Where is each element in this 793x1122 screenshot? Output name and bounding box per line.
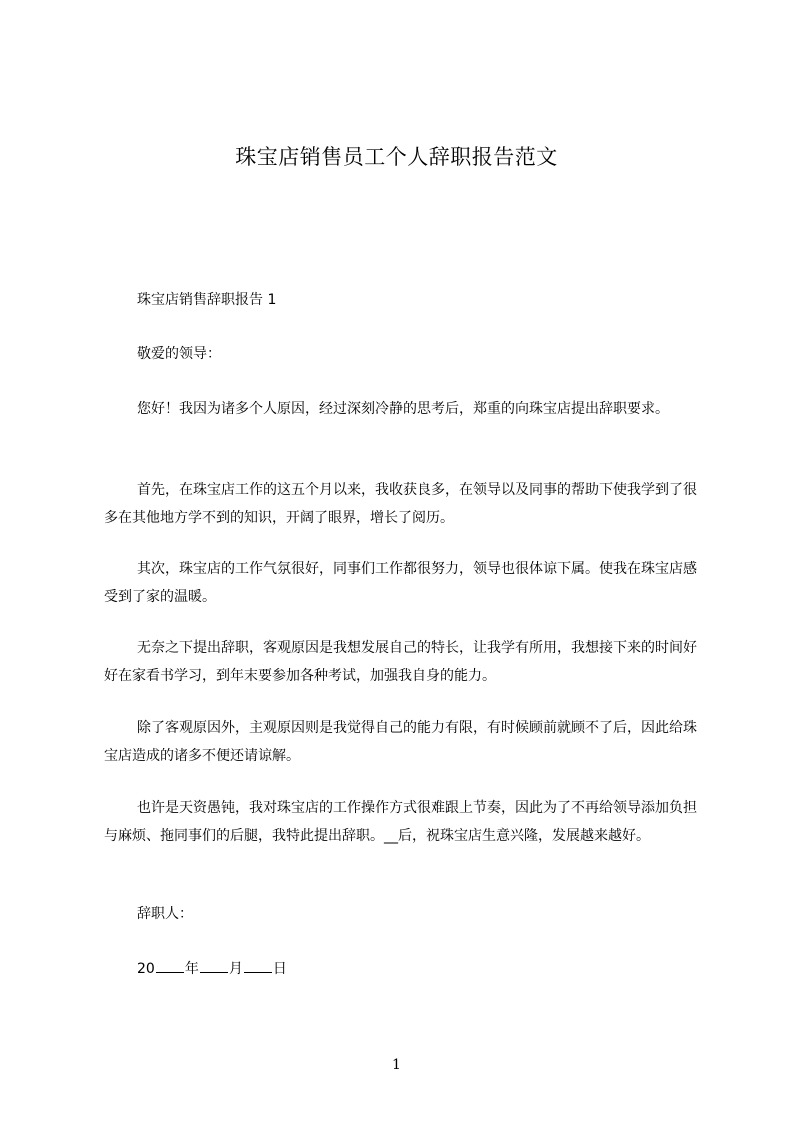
date-year-label: 年	[184, 961, 199, 977]
paragraph-4: 无奈之下提出辞职，客观原因是我想发展自己的特长，让我学有所用，我想接下来的时间好好在家看书学习，到年末要参加各种考试，加强我自身的能力。	[104, 640, 697, 684]
date-day-label: 日	[272, 961, 287, 977]
date-line	[104, 955, 704, 983]
month-blank	[200, 958, 228, 973]
signer-label: 辞职人：	[137, 906, 193, 922]
document-title: 珠宝店销售员工个人辞职报告范文	[235, 145, 558, 169]
greeting: 敬爱的领导：	[137, 346, 221, 362]
paragraph-5: 除了客观原因外，主观原因则是我觉得自己的能力有限，有时候顾前就顾不了后，因此给珠宝店造成的诸多不便还请谅解。	[104, 720, 697, 764]
paragraph-1: 您好！我因为诸多个人原因，经过深刻冷静的思考后，郑重的向珠宝店提出辞职要求。	[137, 401, 669, 417]
paragraph-2: 首先，在珠宝店工作的这五个月以来，我收获良多，在领导以及同事的帮助下使我学到了很多在其他地方学不到的知识，开阔了眼界，增长了阅历。	[104, 482, 697, 526]
year-blank	[156, 958, 184, 973]
day-blank	[244, 958, 272, 973]
date-month-label: 月	[228, 961, 243, 977]
paragraph-3: 其次，珠宝店的工作气氛很好，同事们工作都很努力，领导也很体谅下属。使我在珠宝店感受到了家的温暖。	[104, 561, 697, 605]
section-heading: 珠宝店销售辞职报告 1	[137, 292, 277, 308]
page-number: 1	[392, 1057, 401, 1073]
date-prefix: 20	[137, 961, 155, 977]
paragraph-6: 也许是天资愚钝，我对珠宝店的工作操作方式很难跟上节奏，因此为了不再给领导添加负担与麻烦、拖同事们的后腿，我特此提出辞职。__后，祝珠宝店生意兴隆，发展越来越好。	[104, 800, 697, 844]
